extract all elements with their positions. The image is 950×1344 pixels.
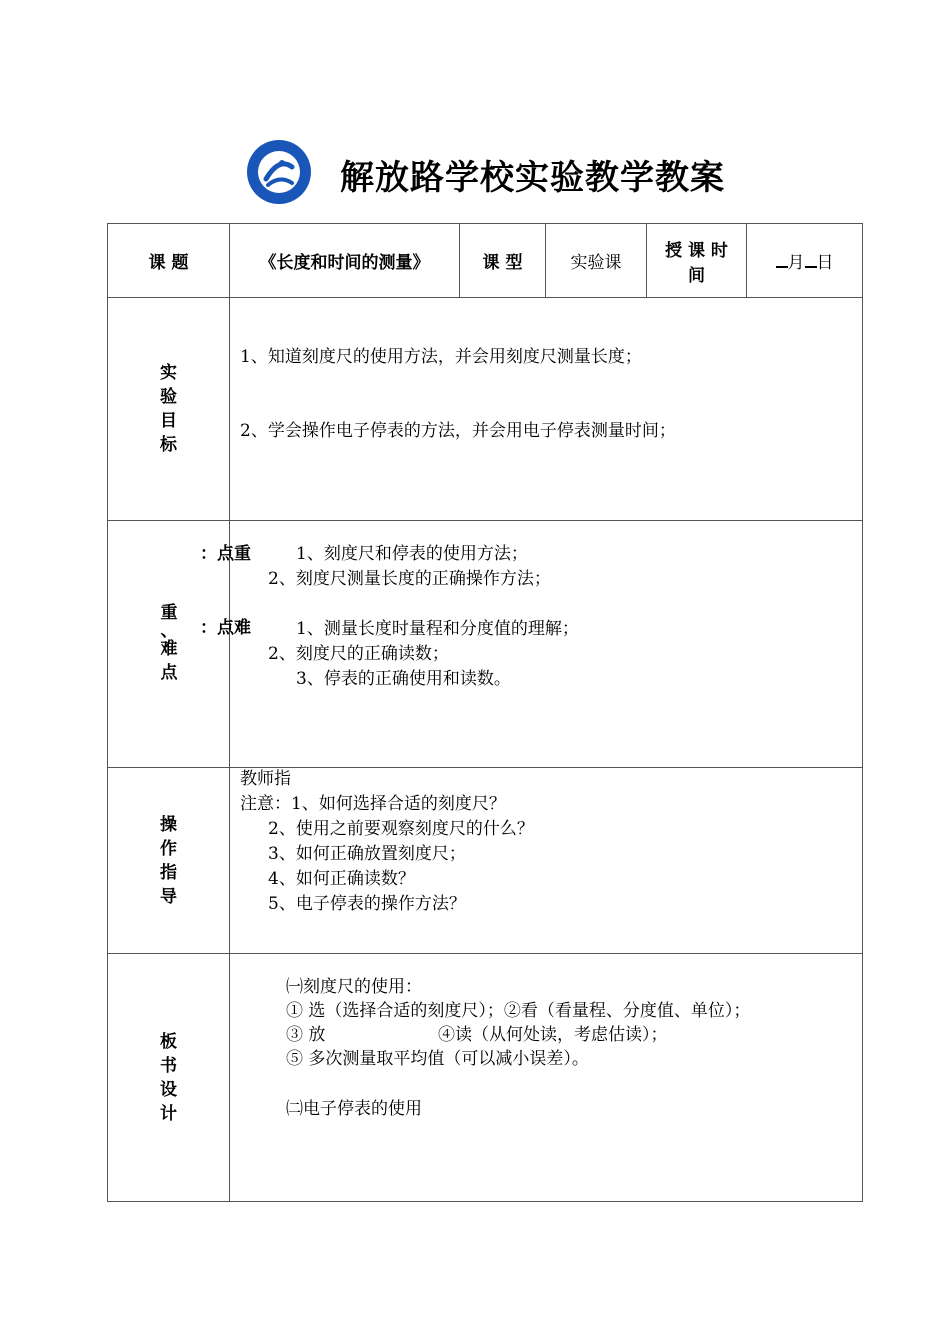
label-char: 重	[160, 603, 178, 623]
board-item: ④读（从何处读，考虑估读）；	[438, 1025, 668, 1045]
guide-item: 注意：1、如何选择合适的刻度尺？	[240, 794, 506, 814]
topic-label: 课 题	[108, 224, 230, 298]
objectives-row	[108, 298, 863, 521]
month-text: 月	[787, 253, 805, 273]
difficulty-tag: ：点难	[200, 618, 251, 638]
label-char: 标	[160, 435, 177, 455]
objective-item: 1、知道刻度尺的使用方法，并会用刻度尺测量长度；	[240, 347, 642, 367]
guide-item: 5、电子停表的操作方法？	[268, 894, 466, 914]
board-item: ① 选（选择合适的刻度尺）；②看（看量程、分度值、单位）；	[286, 1001, 751, 1021]
board-row	[108, 954, 863, 1202]
label-char: 操	[160, 814, 177, 835]
key-points-label-cell	[108, 521, 251, 768]
guide-heading: 教师指	[240, 769, 291, 789]
label-char: 导	[160, 886, 177, 907]
info-row	[108, 224, 863, 298]
label-char: 书	[160, 1055, 177, 1076]
guide-item: 3、如何正确放置刻度尺；	[268, 844, 466, 864]
topic-value: 《长度和时间的测量》	[230, 224, 460, 298]
label-char: 难	[160, 639, 178, 659]
lesson-plan-table	[107, 223, 863, 1202]
board-label	[108, 954, 230, 1202]
type-value: 实验课	[546, 224, 647, 298]
key-points-row	[108, 521, 863, 768]
label-char: 指	[160, 862, 177, 883]
label-char: 、	[160, 621, 178, 641]
day-blank	[805, 254, 817, 268]
objectives-label	[108, 298, 230, 521]
label-char: 目	[160, 411, 177, 431]
document-title: 解放路学校实验教学教案	[340, 158, 725, 198]
guide-label	[108, 768, 230, 954]
label-char: 设	[160, 1079, 177, 1100]
objective-item: 2、学会操作电子停表的方法，并会用电子停表测量时间；	[240, 421, 676, 441]
guide-item: 2、使用之前要观察刻度尺的什么？	[268, 819, 534, 839]
label-char: 验	[160, 387, 177, 407]
label-char: 实	[160, 363, 177, 383]
type-label: 课 型	[460, 224, 546, 298]
guide-item: 4、如何正确读数？	[268, 869, 415, 889]
guide-content	[230, 768, 863, 954]
key-points-content	[230, 521, 863, 768]
board-item: ㈠刻度尺的使用：	[286, 977, 422, 997]
time-label	[647, 224, 747, 298]
label-char: 板	[160, 1031, 177, 1052]
day-text: 日	[816, 253, 834, 273]
time-label-line-2: 间	[688, 265, 705, 286]
guide-row	[108, 768, 863, 954]
page-header	[0, 136, 950, 206]
time-label-line-1: 授 课 时	[665, 240, 728, 261]
board-item: ③ 放	[286, 1025, 326, 1045]
label-char: 计	[160, 1103, 177, 1124]
objectives-content	[230, 298, 863, 521]
difficulty-item: 2、刻度尺的正确读数；	[268, 644, 449, 664]
date-value	[747, 224, 863, 298]
key-tag: ：点重	[200, 544, 251, 564]
label-char: 作	[160, 838, 177, 859]
school-logo	[246, 139, 312, 205]
key-point-item: 1、刻度尺和停表的使用方法；	[296, 544, 528, 564]
key-point-item: 2、刻度尺测量长度的正确操作方法；	[268, 569, 551, 589]
board-item: ㈡电子停表的使用	[286, 1099, 422, 1119]
label-char: 点	[160, 663, 178, 683]
month-blank	[776, 254, 788, 268]
key-points-label	[108, 601, 230, 685]
difficulty-item: 1、测量长度时量程和分度值的理解；	[296, 619, 579, 639]
board-item: ⑤ 多次测量取平均值（可以减小误差）。	[286, 1049, 589, 1069]
board-content	[230, 954, 863, 1202]
difficulty-item: 3、停表的正确使用和读数。	[296, 669, 511, 689]
